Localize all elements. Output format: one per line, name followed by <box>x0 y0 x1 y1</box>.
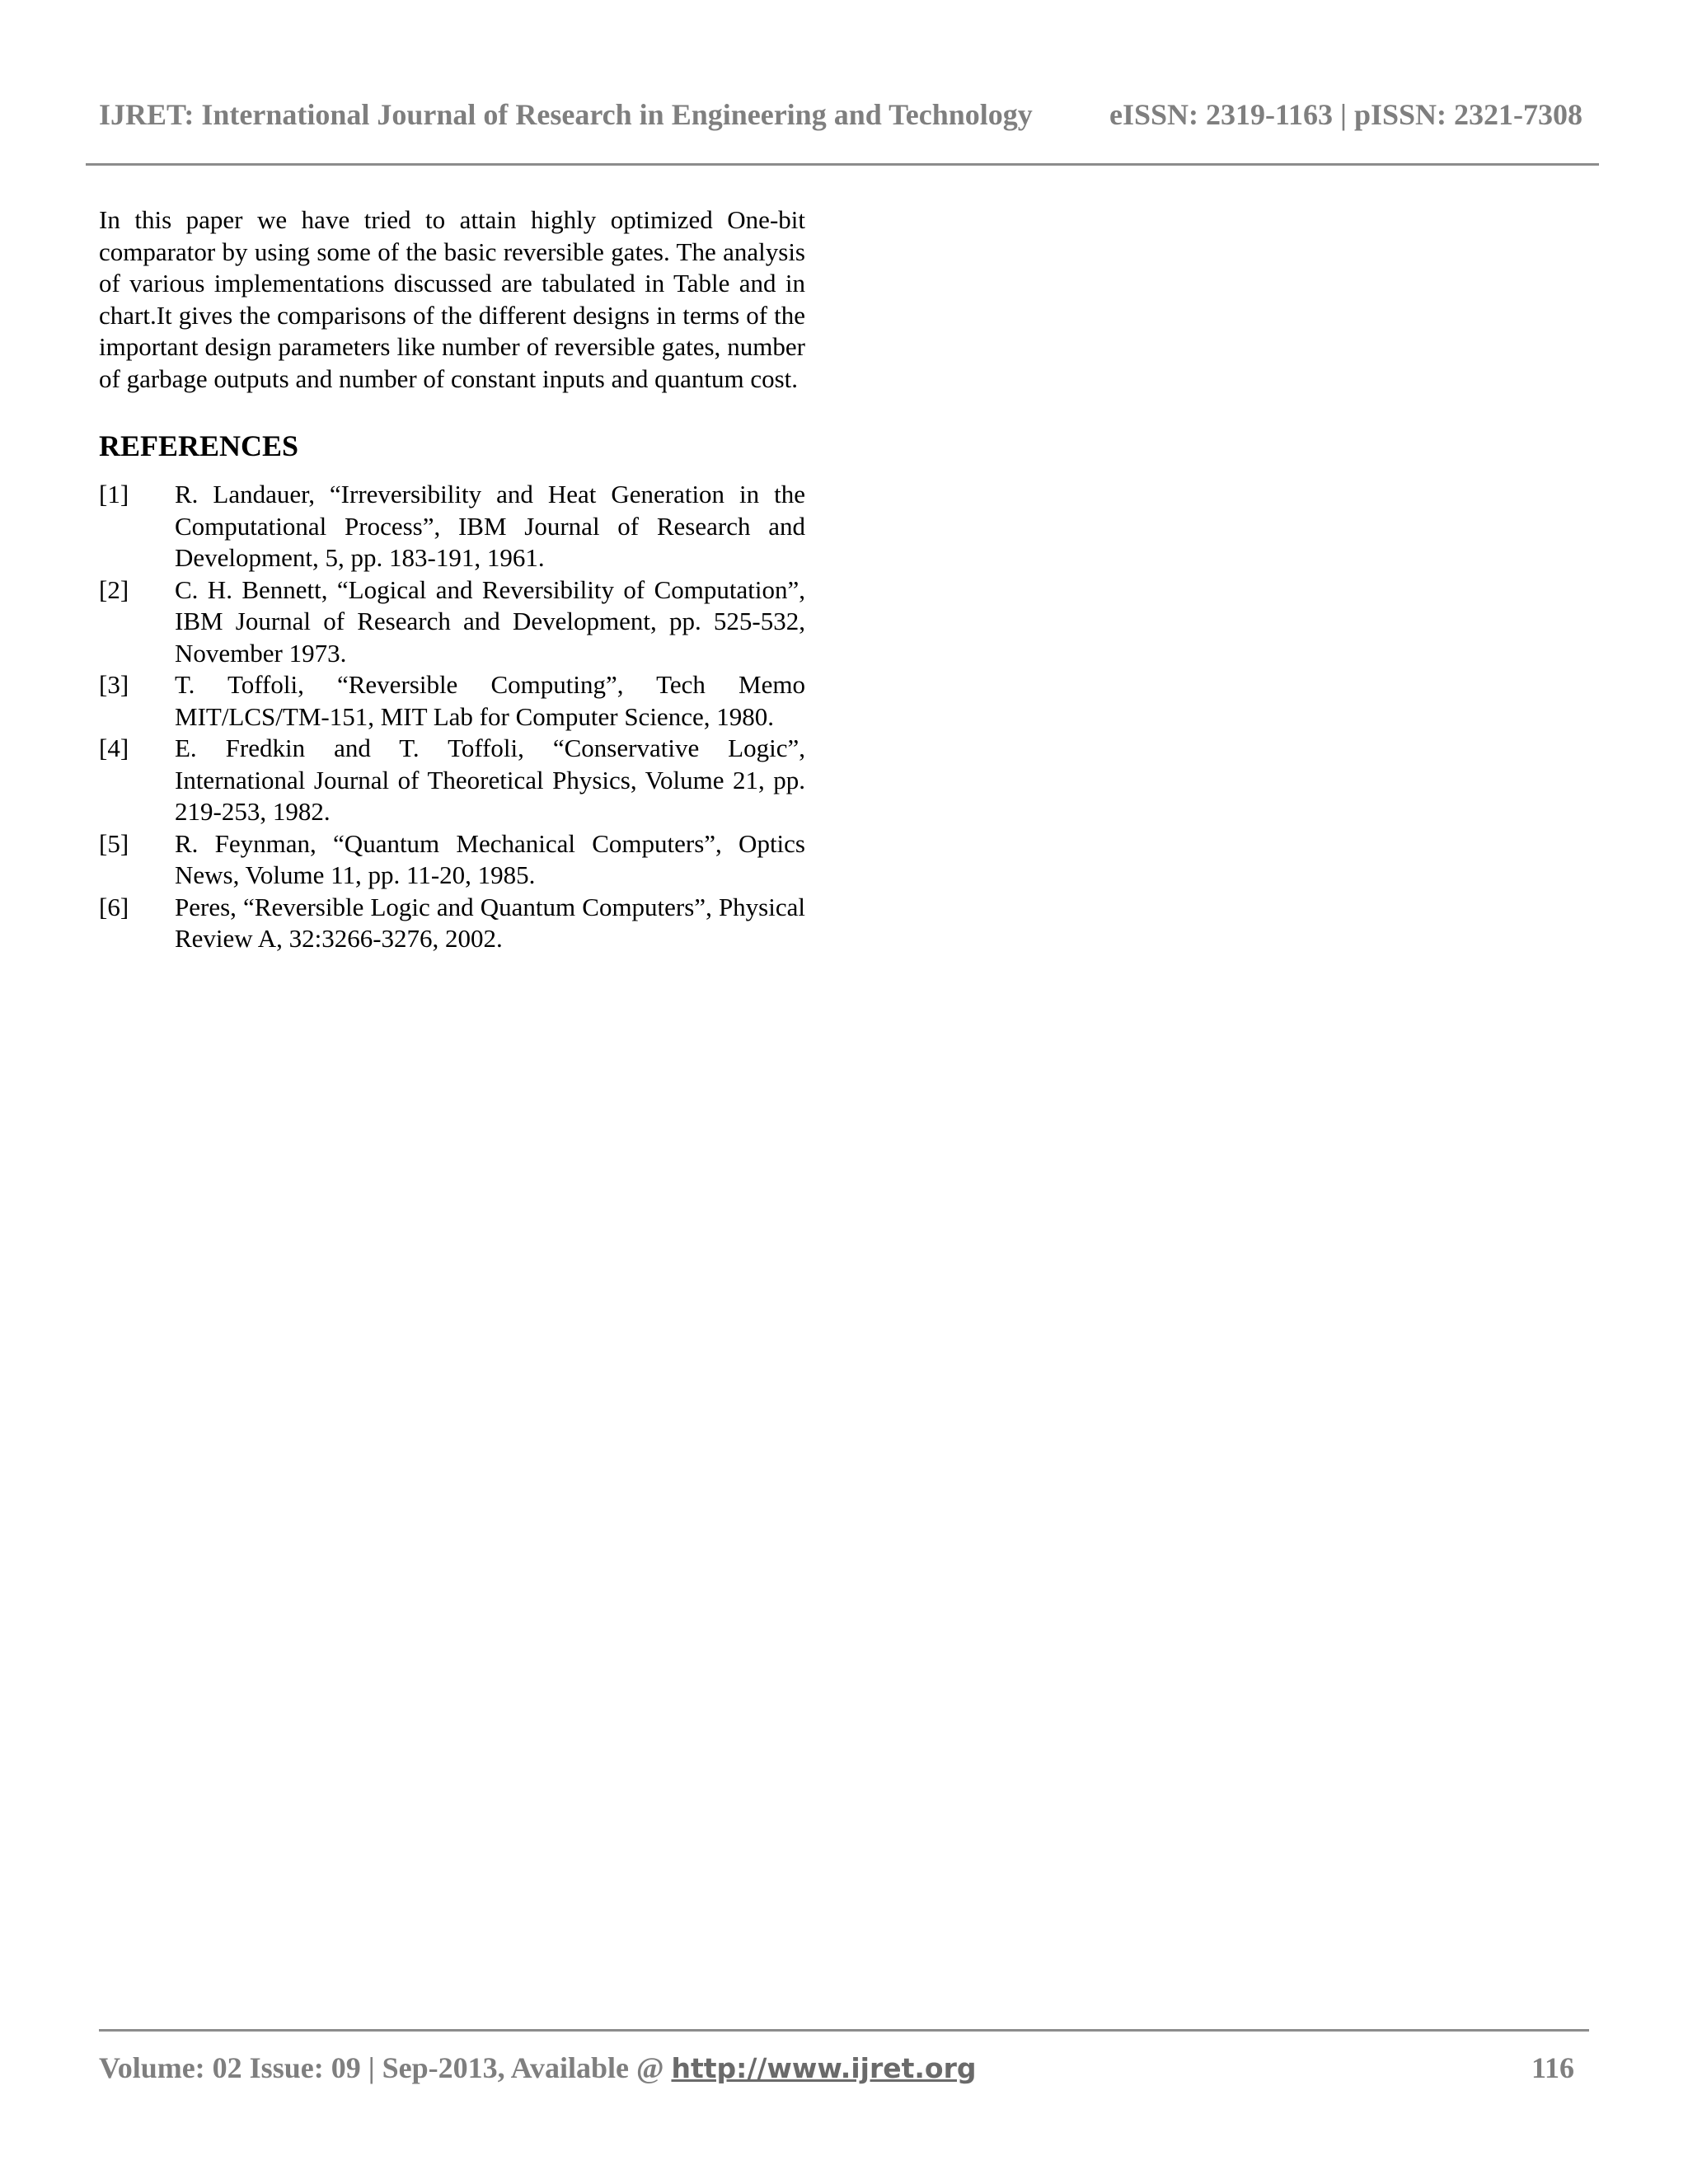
reference-item <box>99 733 805 828</box>
references-heading: REFERENCES <box>99 429 299 462</box>
reference-item <box>99 828 805 892</box>
reference-item <box>99 479 805 574</box>
reference-item <box>99 669 805 733</box>
reference-text: E. Fredkin and T. Toffoli, “Conservative Logic”, International Journal of Theoretical Physics, Volume 21, pp. 219-253, 1982. <box>175 733 805 826</box>
reference-number: [5] <box>99 828 129 858</box>
reference-number: [3] <box>99 670 129 699</box>
footer-volume-info <box>99 2050 976 2085</box>
page-number: 116 <box>1531 2051 1574 2084</box>
main-column <box>99 204 805 955</box>
reference-number: [4] <box>99 733 129 762</box>
conclusion-paragraph: In this paper we have tried to attain highly optimized One-bit comparator by using some of the basic reversible gates. The analysis of various implementations discussed are tabulated in Table and in chart.It gives the comparisons of the different designs in terms of the important design parameters like number of reversible gates, number of garbage outputs and number of constant inputs and quantum cost. <box>99 205 805 393</box>
reference-text: R. Landauer, “Irreversibility and Heat Generation in the Computational Process”, IBM Journal of Research and Development, 5, pp. 183-191, 1961. <box>175 480 805 572</box>
reference-text: C. H. Bennett, “Logical and Reversibility of Computation”, IBM Journal of Research and Development, pp. 525-532, November 1973. <box>175 574 805 668</box>
journal-website-link[interactable]: http://www.ijret.org <box>671 2052 977 2084</box>
reference-number: [6] <box>99 892 129 921</box>
footer-divider <box>99 2029 1589 2032</box>
reference-item <box>99 892 805 955</box>
reference-text: R. Feynman, “Quantum Mechanical Computers”, Optics News, Volume 11, pp. 11-20, 1985. <box>175 828 805 889</box>
reference-list <box>99 479 805 955</box>
journal-issn: eISSN: 2319-1163 | pISSN: 2321-7308 <box>1109 98 1582 131</box>
journal-title: IJRET: International Journal of Research in Engineering and Technology <box>99 98 1033 131</box>
page-header <box>99 97 1582 138</box>
reference-number: [1] <box>99 480 129 509</box>
footer-volume-text: Volume: 02 Issue: 09 | Sep-2013, Available @ <box>99 2051 672 2084</box>
header-divider <box>86 163 1599 166</box>
reference-number: [2] <box>99 574 129 604</box>
reference-text: Peres, “Reversible Logic and Quantum Computers”, Physical Review A, 32:3266-3276, 2002. <box>175 892 805 953</box>
reference-item <box>99 574 805 670</box>
reference-text: T. Toffoli, “Reversible Computing”, Tech Memo MIT/LCS/TM-151, MIT Lab for Computer Science, 1980. <box>175 670 805 731</box>
page-footer <box>99 2050 1574 2092</box>
